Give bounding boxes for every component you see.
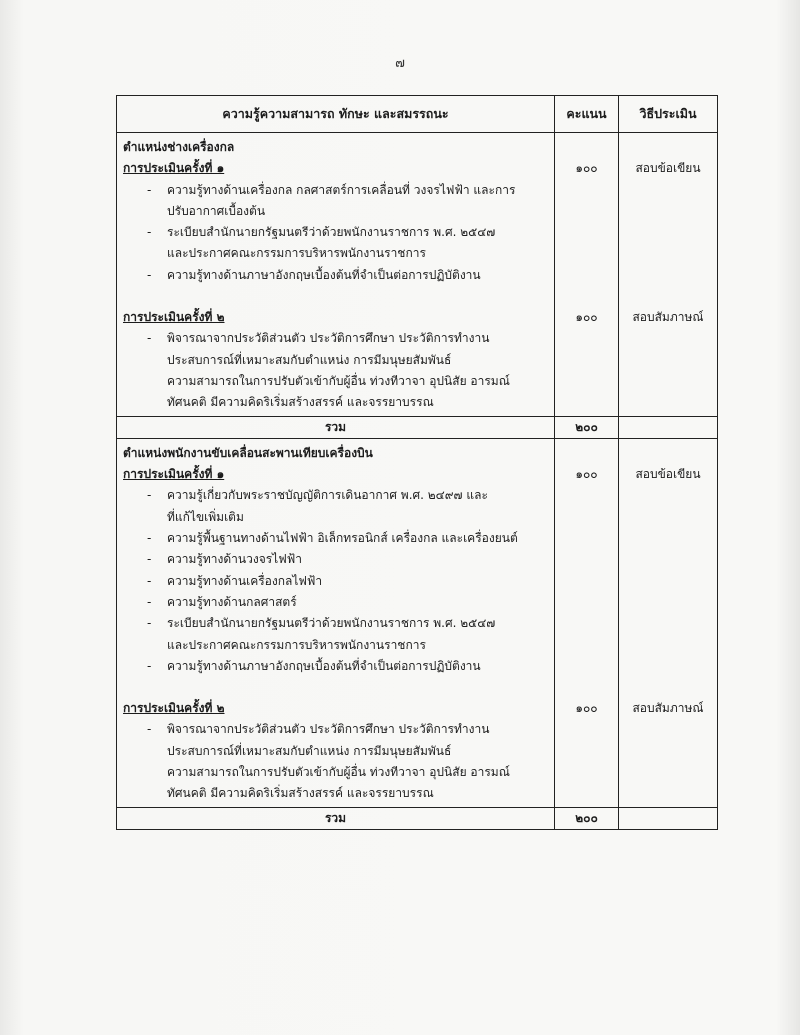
phase-score: ๑๐๐ bbox=[575, 161, 598, 176]
criteria-line: - ความรู้ทางด้านเครื่องกลไฟฟ้า bbox=[167, 573, 323, 588]
total-label: รวม bbox=[117, 807, 555, 829]
phase-score: ๑๐๐ bbox=[575, 467, 598, 482]
phase-label: การประเมินครั้งที่ ๑ bbox=[123, 161, 225, 176]
criteria-line: ความสามารถในการปรับตัวเข้ากับผู้อื่น ท่วงทีวาจา อุปนิสัย อารมณ์ bbox=[167, 765, 510, 780]
method-cell bbox=[619, 133, 718, 417]
method-cell bbox=[619, 438, 718, 807]
score-cell bbox=[555, 438, 619, 807]
criteria-item bbox=[147, 571, 546, 592]
criteria-item bbox=[147, 528, 546, 549]
evaluation-table bbox=[116, 95, 718, 830]
score-cell bbox=[555, 133, 619, 417]
criteria-line: และประกาศคณะกรรมการบริหารพนักงานราชการ bbox=[167, 637, 426, 652]
phase-method: สอบสัมภาษณ์ bbox=[632, 310, 704, 325]
phase-score: ๑๐๐ bbox=[575, 310, 598, 325]
criteria-line: ความสามารถในการปรับตัวเข้ากับผู้อื่น ท่วงทีวาจา อุปนิสัย อารมณ์ bbox=[167, 373, 510, 388]
page-number: ๗ bbox=[395, 56, 405, 71]
phase-method: สอบสัมภาษณ์ bbox=[632, 701, 704, 716]
header-knowledge: ความรู้ความสามารถ ทักษะ และสมรรถนะ bbox=[117, 96, 555, 133]
criteria-list bbox=[123, 180, 546, 286]
total-row bbox=[117, 807, 718, 829]
phase-label: การประเมินครั้งที่ ๒ bbox=[123, 701, 225, 716]
criteria-line: - ความรู้ทางด้านภาษาอังกฤษเบื้องต้นที่จำเป็นต่อการปฏิบัติงาน bbox=[167, 658, 481, 673]
criteria-line: ทัศนคติ มีความคิดริเริ่มสร้างสรรค์ และจรรยาบรรณ bbox=[167, 786, 434, 801]
criteria-item bbox=[147, 719, 546, 804]
criteria-line: และประกาศคณะกรรมการบริหารพนักงานราชการ bbox=[167, 246, 426, 261]
criteria-item bbox=[147, 613, 546, 656]
criteria-line: - ความรู้ทางด้านเครื่องกล กลศาสตร์การเคลื่อนที่ วงจรไฟฟ้า และการ bbox=[167, 182, 516, 197]
criteria-line: - ระเบียบสำนักนายกรัฐมนตรีว่าด้วยพนักงานราชการ พ.ศ. ๒๕๔๗ bbox=[167, 616, 496, 631]
total-score: ๒๐๐ bbox=[555, 807, 619, 829]
criteria-item bbox=[147, 180, 546, 223]
criteria-item bbox=[147, 485, 546, 528]
table-header-row bbox=[117, 96, 718, 133]
criteria-line: - ความรู้พื้นฐานทางด้านไฟฟ้า อิเล็กทรอนิกส์ เครื่องกล และเครื่องยนต์ bbox=[167, 531, 518, 546]
criteria-line: - พิจารณาจากประวัติส่วนตัว ประวัติการศึกษา ประวัติการทำงาน bbox=[167, 722, 490, 737]
criteria-item bbox=[147, 265, 546, 286]
criteria-line: - พิจารณาจากประวัติส่วนตัว ประวัติการศึกษา ประวัติการทำงาน bbox=[167, 331, 490, 346]
position-section bbox=[117, 438, 555, 807]
header-method: วิธีประเมิน bbox=[619, 96, 718, 133]
header-score: คะแนน bbox=[555, 96, 619, 133]
total-label: รวม bbox=[117, 416, 555, 438]
criteria-line: - ความรู้ทางด้านวงจรไฟฟ้า bbox=[167, 552, 302, 567]
total-empty bbox=[619, 807, 718, 829]
criteria-line: ประสบการณ์ที่เหมาะสมกับตำแหน่ง การมีมนุษยสัมพันธ์ bbox=[167, 743, 452, 758]
criteria-line: - ระเบียบสำนักนายกรัฐมนตรีว่าด้วยพนักงานราชการ พ.ศ. ๒๕๔๗ bbox=[167, 225, 496, 240]
criteria-line: ปรับอากาศเบื้องต้น bbox=[167, 203, 266, 218]
position-section-row bbox=[117, 133, 718, 417]
criteria-line: - ความรู้ทางด้านภาษาอังกฤษเบื้องต้นที่จำเป็นต่อการปฏิบัติงาน bbox=[167, 267, 481, 282]
phase-score: ๑๐๐ bbox=[575, 701, 598, 716]
criteria-line: ประสบการณ์ที่เหมาะสมกับตำแหน่ง การมีมนุษยสัมพันธ์ bbox=[167, 352, 452, 367]
total-score: ๒๐๐ bbox=[555, 416, 619, 438]
criteria-list bbox=[123, 719, 546, 804]
phase-label: การประเมินครั้งที่ ๒ bbox=[123, 310, 225, 325]
criteria-item bbox=[147, 222, 546, 265]
total-empty bbox=[619, 416, 718, 438]
criteria-item bbox=[147, 328, 546, 413]
phase-label: การประเมินครั้งที่ ๑ bbox=[123, 467, 225, 482]
phase-method: สอบข้อเขียน bbox=[635, 161, 701, 176]
criteria-line: ทัศนคติ มีความคิดริเริ่มสร้างสรรค์ และจรรยาบรรณ bbox=[167, 395, 434, 410]
criteria-list bbox=[123, 328, 546, 413]
position-section bbox=[117, 133, 555, 417]
spacer bbox=[123, 677, 546, 698]
criteria-line: - ความรู้ทางด้านกลศาสตร์ bbox=[167, 594, 297, 609]
criteria-line: - ความรู้เกี่ยวกับพระราชบัญญัติการเดินอากาศ พ.ศ. ๒๔๙๗ และ bbox=[167, 488, 488, 503]
criteria-line: ที่แก้ไขเพิ่มเติม bbox=[167, 509, 244, 524]
criteria-item bbox=[147, 656, 546, 677]
position-title: ตำแหน่งพนักงานขับเคลื่อนสะพานเทียบเครื่องบิน bbox=[123, 445, 373, 460]
spacer bbox=[123, 286, 546, 307]
total-row bbox=[117, 416, 718, 438]
position-section-row bbox=[117, 438, 718, 807]
criteria-item bbox=[147, 549, 546, 570]
phase-method: สอบข้อเขียน bbox=[635, 467, 701, 482]
criteria-list bbox=[123, 485, 546, 677]
criteria-item bbox=[147, 592, 546, 613]
position-title: ตำแหน่งช่างเครื่องกล bbox=[123, 140, 235, 154]
